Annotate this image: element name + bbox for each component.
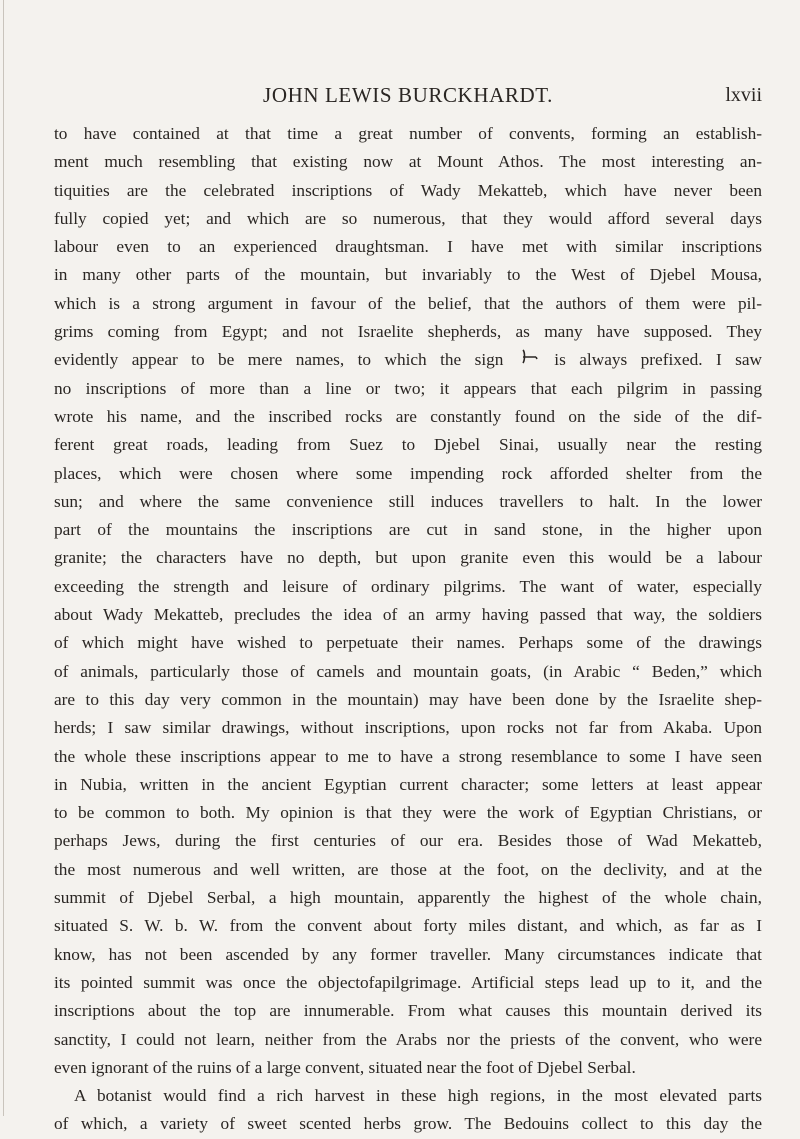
text-before-sign: evidently appear to be mere names, to which the sign [54,350,504,370]
text-line: which is a strong argument in favour of the belief, that the authors of them were pil- [54,293,762,313]
page-number: lxvii [725,84,762,106]
text-line: A botanist would find a rich harvest in these high regions, in the most elevated parts [74,1086,762,1106]
running-header [54,80,762,110]
text-line: even ignorant of the ruins of a large convent, situated near the foot of Djebel Serbal. [54,1057,636,1077]
text-line: wrote his name, and the inscribed rocks are constantly found on the side of the dif- [54,406,762,426]
text-line: to have contained at that time a great number of convents, forming an establish- [54,124,762,143]
text-line: sun; and where the same convenience still induces travellers to halt. In the lower [54,491,762,511]
text-line: inscriptions about the top are innumerable. From what causes this mountain derived its [54,1001,762,1021]
text-line: ferent great roads, leading from Suez to Djebel Sinai, usually near the resting [54,435,762,455]
text-line: part of the mountains the inscriptions are cut in sand stone, in the higher upon [54,520,762,540]
text-line: of which might have wished to perpetuate their names. Perhaps some of the drawings [54,633,762,653]
text-line: herds; I saw similar drawings, without inscriptions, upon rocks not far from Akaba. Upon [54,718,762,738]
text-line: summit of Djebel Serbal, a high mountain, apparently the highest of the whole chain, [54,888,762,908]
text-line-with-sign [54,346,762,374]
text-line: in Nubia, written in the ancient Egyptian current character; some letters at least appear [54,774,762,794]
running-title: JOHN LEWIS BURCKHARDT. [263,83,553,107]
text-line: situated S. W. b. W. from the convent about forty miles distant, and which, as far as I [54,916,762,936]
text-line: sanctity, I could not learn, neither from the Arabs nor the priests of the convent, who were [54,1029,762,1049]
text-line: in many other parts of the mountain, but invariably to the West of Djebel Mousa, [54,265,762,285]
text-line: of which, a variety of sweet scented herbs grow. The Bedouins collect to this day the [54,1114,762,1134]
text-line: fully copied yet; and which are so numerous, that they would afford several days [54,208,762,228]
text-line: granite; the characters have no depth, but upon granite even this would be a labour [54,548,762,568]
text-line: the most numerous and well written, are those at the foot, on the declivity, and at the [54,859,762,879]
text-line: no inscriptions of more than a line or two; it appears that each pilgrim in passing [54,378,762,398]
text-line: to be common to both. My opinion is that they were the work of Egyptian Christians, or [54,803,762,823]
text-line: of animals, particularly those of camels and mountain goats, (in Arabic “ Beden,” which [54,661,762,681]
text-line: about Wady Mekatteb, precludes the idea of an army having passed that way, the soldiers [54,605,762,625]
text-after-sign: is always prefixed. I saw [554,350,762,370]
text-line: places, which were chosen where some impending rock afforded shelter from the [54,463,762,483]
text-line: the whole these inscriptions appear to me to have a strong resemblance to some I have seen [54,746,762,766]
inscription-sign-glyph [519,347,539,375]
body-text [54,120,762,1139]
text-line: labour even to an experienced draughtsman. I have met with similar inscriptions [54,237,762,257]
text-line: perhaps Jews, during the first centuries of our era. Besides those of Wad Mekatteb, [54,831,762,851]
text-line: tiquities are the celebrated inscriptions of Wady Mekatteb, which have never been [54,180,762,200]
text-line: know, has not been ascended by any former traveller. Many circumstances indicate that [54,944,762,964]
page-edge [3,0,4,1116]
text-line: ment much resembling that existing now at Mount Athos. The most interesting an- [54,152,762,172]
text-line: its pointed summit was once the objectofapilgrimage. Artificial steps lead up to it, and the [54,972,762,992]
text-line: are to this day very common in the mountain) may have been done by the Israelite shep- [54,689,762,709]
text-line: grims coming from Egypt; and not Israelite shepherds, as many have supposed. They [54,322,762,342]
text-line: exceeding the strength and leisure of ordinary pilgrims. The want of water, especially [54,576,762,596]
